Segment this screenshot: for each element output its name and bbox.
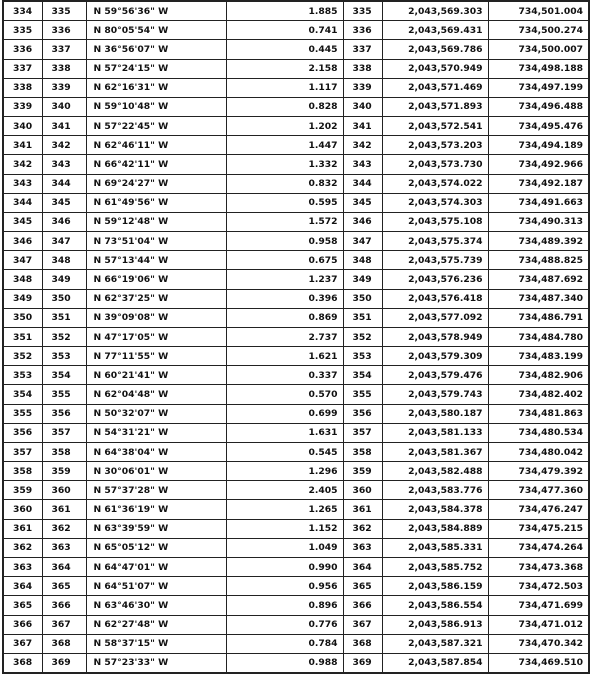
station-to-cell: 357	[42, 423, 86, 442]
vertex-cell: 337	[343, 40, 382, 59]
table-row	[3, 193, 589, 212]
vertex-cell: 342	[343, 136, 382, 155]
vertex-cell: 358	[343, 442, 382, 461]
station-from-cell: 342	[3, 155, 42, 174]
x-coordinate-cell: 734,489.392	[488, 232, 589, 251]
station-to-cell: 363	[42, 538, 86, 557]
y-coordinate-cell: 2,043,573.730	[382, 155, 488, 174]
vertex-cell: 359	[343, 462, 382, 481]
bearing-cell: N 59°56'36" W	[86, 1, 226, 21]
station-from-cell: 354	[3, 385, 42, 404]
vertex-cell: 347	[343, 232, 382, 251]
table-row	[3, 538, 589, 557]
vertex-cell: 360	[343, 481, 382, 500]
station-from-cell: 350	[3, 308, 42, 327]
table-row	[3, 308, 589, 327]
bearing-cell: N 60°21'41" W	[86, 366, 226, 385]
bearing-cell: N 57°23'33" W	[86, 653, 226, 673]
bearing-cell: N 62°27'48" W	[86, 615, 226, 634]
table-row	[3, 596, 589, 615]
table-body	[3, 1, 589, 673]
vertex-cell: 339	[343, 78, 382, 97]
table-row	[3, 615, 589, 634]
bearing-cell: N 64°47'01" W	[86, 557, 226, 576]
station-from-cell: 353	[3, 366, 42, 385]
bearing-cell: N 59°10'48" W	[86, 97, 226, 116]
distance-cell: 0.337	[226, 366, 343, 385]
station-from-cell: 339	[3, 97, 42, 116]
x-coordinate-cell: 734,483.199	[488, 347, 589, 366]
bearing-cell: N 57°24'15" W	[86, 59, 226, 78]
y-coordinate-cell: 2,043,584.378	[382, 500, 488, 519]
table-row	[3, 385, 589, 404]
station-to-cell: 344	[42, 174, 86, 193]
station-to-cell: 358	[42, 442, 86, 461]
bearing-cell: N 62°16'31" W	[86, 78, 226, 97]
bearing-cell: N 36°56'07" W	[86, 40, 226, 59]
vertex-cell: 363	[343, 538, 382, 557]
coordinate-table	[2, 0, 590, 674]
station-from-cell: 362	[3, 538, 42, 557]
x-coordinate-cell: 734,481.863	[488, 404, 589, 423]
table-row	[3, 557, 589, 576]
station-from-cell: 359	[3, 481, 42, 500]
x-coordinate-cell: 734,487.692	[488, 270, 589, 289]
station-from-cell: 367	[3, 634, 42, 653]
station-from-cell: 357	[3, 442, 42, 461]
station-to-cell: 345	[42, 193, 86, 212]
bearing-cell: N 77°11'55" W	[86, 347, 226, 366]
station-from-cell: 347	[3, 251, 42, 270]
distance-cell: 1.237	[226, 270, 343, 289]
vertex-cell: 344	[343, 174, 382, 193]
y-coordinate-cell: 2,043,575.108	[382, 212, 488, 231]
bearing-cell: N 30°06'01" W	[86, 462, 226, 481]
vertex-cell: 356	[343, 404, 382, 423]
distance-cell: 1.152	[226, 519, 343, 538]
station-to-cell: 352	[42, 327, 86, 346]
station-to-cell: 340	[42, 97, 86, 116]
station-to-cell: 348	[42, 251, 86, 270]
y-coordinate-cell: 2,043,575.374	[382, 232, 488, 251]
bearing-cell: N 62°46'11" W	[86, 136, 226, 155]
station-to-cell: 347	[42, 232, 86, 251]
x-coordinate-cell: 734,477.360	[488, 481, 589, 500]
vertex-cell: 368	[343, 634, 382, 653]
distance-cell: 1.265	[226, 500, 343, 519]
vertex-cell: 352	[343, 327, 382, 346]
y-coordinate-cell: 2,043,574.022	[382, 174, 488, 193]
vertex-cell: 349	[343, 270, 382, 289]
vertex-cell: 346	[343, 212, 382, 231]
station-to-cell: 338	[42, 59, 86, 78]
vertex-cell: 365	[343, 577, 382, 596]
station-to-cell: 361	[42, 500, 86, 519]
x-coordinate-cell: 734,497.199	[488, 78, 589, 97]
table-row	[3, 270, 589, 289]
x-coordinate-cell: 734,472.503	[488, 577, 589, 596]
x-coordinate-cell: 734,469.510	[488, 653, 589, 673]
table-row	[3, 21, 589, 40]
station-from-cell: 340	[3, 117, 42, 136]
x-coordinate-cell: 734,482.906	[488, 366, 589, 385]
station-from-cell: 337	[3, 59, 42, 78]
vertex-cell: 361	[343, 500, 382, 519]
station-from-cell: 338	[3, 78, 42, 97]
station-from-cell: 368	[3, 653, 42, 673]
distance-cell: 1.202	[226, 117, 343, 136]
y-coordinate-cell: 2,043,587.321	[382, 634, 488, 653]
x-coordinate-cell: 734,492.187	[488, 174, 589, 193]
table-row	[3, 232, 589, 251]
x-coordinate-cell: 734,486.791	[488, 308, 589, 327]
station-from-cell: 335	[3, 21, 42, 40]
station-from-cell: 363	[3, 557, 42, 576]
distance-cell: 0.699	[226, 404, 343, 423]
table-row	[3, 347, 589, 366]
vertex-cell: 353	[343, 347, 382, 366]
y-coordinate-cell: 2,043,570.949	[382, 59, 488, 78]
vertex-cell: 366	[343, 596, 382, 615]
vertex-cell: 341	[343, 117, 382, 136]
station-from-cell: 358	[3, 462, 42, 481]
station-to-cell: 342	[42, 136, 86, 155]
station-to-cell: 367	[42, 615, 86, 634]
x-coordinate-cell: 734,500.274	[488, 21, 589, 40]
y-coordinate-cell: 2,043,569.786	[382, 40, 488, 59]
bearing-cell: N 66°42'11" W	[86, 155, 226, 174]
y-coordinate-cell: 2,043,571.893	[382, 97, 488, 116]
table-row	[3, 59, 589, 78]
x-coordinate-cell: 734,498.188	[488, 59, 589, 78]
station-to-cell: 343	[42, 155, 86, 174]
station-to-cell: 366	[42, 596, 86, 615]
station-to-cell: 359	[42, 462, 86, 481]
vertex-cell: 348	[343, 251, 382, 270]
station-from-cell: 344	[3, 193, 42, 212]
bearing-cell: N 61°36'19" W	[86, 500, 226, 519]
station-to-cell: 335	[42, 1, 86, 21]
station-to-cell: 368	[42, 634, 86, 653]
vertex-cell: 357	[343, 423, 382, 442]
y-coordinate-cell: 2,043,574.303	[382, 193, 488, 212]
bearing-cell: N 62°04'48" W	[86, 385, 226, 404]
coordinate-table-container	[2, 0, 590, 674]
y-coordinate-cell: 2,043,583.776	[382, 481, 488, 500]
vertex-cell: 345	[343, 193, 382, 212]
y-coordinate-cell: 2,043,580.187	[382, 404, 488, 423]
y-coordinate-cell: 2,043,569.431	[382, 21, 488, 40]
bearing-cell: N 64°51'07" W	[86, 577, 226, 596]
station-to-cell: 351	[42, 308, 86, 327]
y-coordinate-cell: 2,043,579.309	[382, 347, 488, 366]
x-coordinate-cell: 734,492.966	[488, 155, 589, 174]
x-coordinate-cell: 734,501.004	[488, 1, 589, 21]
table-row	[3, 404, 589, 423]
table-row	[3, 212, 589, 231]
distance-cell: 1.332	[226, 155, 343, 174]
distance-cell: 0.445	[226, 40, 343, 59]
station-to-cell: 350	[42, 289, 86, 308]
vertex-cell: 335	[343, 1, 382, 21]
x-coordinate-cell: 734,470.342	[488, 634, 589, 653]
station-from-cell: 366	[3, 615, 42, 634]
distance-cell: 0.545	[226, 442, 343, 461]
distance-cell: 0.896	[226, 596, 343, 615]
x-coordinate-cell: 734,496.488	[488, 97, 589, 116]
station-from-cell: 348	[3, 270, 42, 289]
station-from-cell: 334	[3, 1, 42, 21]
bearing-cell: N 39°09'08" W	[86, 308, 226, 327]
x-coordinate-cell: 734,491.663	[488, 193, 589, 212]
distance-cell: 0.741	[226, 21, 343, 40]
table-row	[3, 327, 589, 346]
x-coordinate-cell: 734,482.402	[488, 385, 589, 404]
vertex-cell: 351	[343, 308, 382, 327]
station-to-cell: 355	[42, 385, 86, 404]
x-coordinate-cell: 734,471.012	[488, 615, 589, 634]
bearing-cell: N 65°05'12" W	[86, 538, 226, 557]
bearing-cell: N 58°37'15" W	[86, 634, 226, 653]
station-from-cell: 346	[3, 232, 42, 251]
table-row	[3, 481, 589, 500]
distance-cell: 0.828	[226, 97, 343, 116]
distance-cell: 0.832	[226, 174, 343, 193]
vertex-cell: 350	[343, 289, 382, 308]
y-coordinate-cell: 2,043,579.476	[382, 366, 488, 385]
y-coordinate-cell: 2,043,577.092	[382, 308, 488, 327]
station-to-cell: 336	[42, 21, 86, 40]
x-coordinate-cell: 734,471.699	[488, 596, 589, 615]
table-row	[3, 462, 589, 481]
vertex-cell: 354	[343, 366, 382, 385]
vertex-cell: 355	[343, 385, 382, 404]
table-row	[3, 40, 589, 59]
distance-cell: 0.595	[226, 193, 343, 212]
x-coordinate-cell: 734,490.313	[488, 212, 589, 231]
y-coordinate-cell: 2,043,584.889	[382, 519, 488, 538]
station-to-cell: 353	[42, 347, 86, 366]
x-coordinate-cell: 734,488.825	[488, 251, 589, 270]
distance-cell: 0.958	[226, 232, 343, 251]
distance-cell: 0.776	[226, 615, 343, 634]
station-to-cell: 365	[42, 577, 86, 596]
bearing-cell: N 63°39'59" W	[86, 519, 226, 538]
distance-cell: 0.784	[226, 634, 343, 653]
station-to-cell: 362	[42, 519, 86, 538]
distance-cell: 0.990	[226, 557, 343, 576]
distance-cell: 1.049	[226, 538, 343, 557]
distance-cell: 2.158	[226, 59, 343, 78]
table-row	[3, 1, 589, 21]
bearing-cell: N 62°37'25" W	[86, 289, 226, 308]
y-coordinate-cell: 2,043,586.159	[382, 577, 488, 596]
bearing-cell: N 63°46'30" W	[86, 596, 226, 615]
table-row	[3, 155, 589, 174]
distance-cell: 1.885	[226, 1, 343, 21]
x-coordinate-cell: 734,495.476	[488, 117, 589, 136]
table-row	[3, 519, 589, 538]
distance-cell: 0.570	[226, 385, 343, 404]
station-from-cell: 355	[3, 404, 42, 423]
station-from-cell: 356	[3, 423, 42, 442]
station-from-cell: 341	[3, 136, 42, 155]
y-coordinate-cell: 2,043,585.331	[382, 538, 488, 557]
y-coordinate-cell: 2,043,576.418	[382, 289, 488, 308]
y-coordinate-cell: 2,043,578.949	[382, 327, 488, 346]
vertex-cell: 340	[343, 97, 382, 116]
station-to-cell: 339	[42, 78, 86, 97]
distance-cell: 2.405	[226, 481, 343, 500]
distance-cell: 0.988	[226, 653, 343, 673]
distance-cell: 2.737	[226, 327, 343, 346]
table-row	[3, 634, 589, 653]
table-row	[3, 442, 589, 461]
table-row	[3, 97, 589, 116]
x-coordinate-cell: 734,473.368	[488, 557, 589, 576]
x-coordinate-cell: 734,494.189	[488, 136, 589, 155]
station-to-cell: 360	[42, 481, 86, 500]
table-row	[3, 117, 589, 136]
bearing-cell: N 57°37'28" W	[86, 481, 226, 500]
bearing-cell: N 73°51'04" W	[86, 232, 226, 251]
x-coordinate-cell: 734,475.215	[488, 519, 589, 538]
table-row	[3, 78, 589, 97]
station-from-cell: 343	[3, 174, 42, 193]
distance-cell: 1.117	[226, 78, 343, 97]
x-coordinate-cell: 734,480.042	[488, 442, 589, 461]
bearing-cell: N 64°38'04" W	[86, 442, 226, 461]
distance-cell: 1.447	[226, 136, 343, 155]
x-coordinate-cell: 734,480.534	[488, 423, 589, 442]
bearing-cell: N 66°19'06" W	[86, 270, 226, 289]
table-row	[3, 366, 589, 385]
bearing-cell: N 69°24'27" W	[86, 174, 226, 193]
station-to-cell: 349	[42, 270, 86, 289]
station-to-cell: 356	[42, 404, 86, 423]
bearing-cell: N 61°49'56" W	[86, 193, 226, 212]
y-coordinate-cell: 2,043,587.854	[382, 653, 488, 673]
vertex-cell: 362	[343, 519, 382, 538]
table-row	[3, 174, 589, 193]
station-to-cell: 364	[42, 557, 86, 576]
y-coordinate-cell: 2,043,581.133	[382, 423, 488, 442]
bearing-cell: N 57°13'44" W	[86, 251, 226, 270]
y-coordinate-cell: 2,043,582.488	[382, 462, 488, 481]
table-row	[3, 577, 589, 596]
distance-cell: 1.621	[226, 347, 343, 366]
bearing-cell: N 57°22'45" W	[86, 117, 226, 136]
distance-cell: 0.675	[226, 251, 343, 270]
x-coordinate-cell: 734,474.264	[488, 538, 589, 557]
station-to-cell: 346	[42, 212, 86, 231]
station-from-cell: 365	[3, 596, 42, 615]
x-coordinate-cell: 734,479.392	[488, 462, 589, 481]
vertex-cell: 369	[343, 653, 382, 673]
distance-cell: 1.296	[226, 462, 343, 481]
station-to-cell: 337	[42, 40, 86, 59]
station-to-cell: 354	[42, 366, 86, 385]
table-row	[3, 423, 589, 442]
table-row	[3, 251, 589, 270]
station-from-cell: 352	[3, 347, 42, 366]
bearing-cell: N 47°17'05" W	[86, 327, 226, 346]
y-coordinate-cell: 2,043,573.203	[382, 136, 488, 155]
bearing-cell: N 54°31'21" W	[86, 423, 226, 442]
y-coordinate-cell: 2,043,586.554	[382, 596, 488, 615]
vertex-cell: 338	[343, 59, 382, 78]
station-from-cell: 364	[3, 577, 42, 596]
x-coordinate-cell: 734,487.340	[488, 289, 589, 308]
y-coordinate-cell: 2,043,586.913	[382, 615, 488, 634]
station-from-cell: 361	[3, 519, 42, 538]
vertex-cell: 367	[343, 615, 382, 634]
x-coordinate-cell: 734,500.007	[488, 40, 589, 59]
bearing-cell: N 50°32'07" W	[86, 404, 226, 423]
y-coordinate-cell: 2,043,571.469	[382, 78, 488, 97]
vertex-cell: 336	[343, 21, 382, 40]
station-from-cell: 336	[3, 40, 42, 59]
distance-cell: 0.956	[226, 577, 343, 596]
x-coordinate-cell: 734,484.780	[488, 327, 589, 346]
table-row	[3, 500, 589, 519]
y-coordinate-cell: 2,043,581.367	[382, 442, 488, 461]
station-from-cell: 360	[3, 500, 42, 519]
y-coordinate-cell: 2,043,572.541	[382, 117, 488, 136]
vertex-cell: 343	[343, 155, 382, 174]
table-row	[3, 136, 589, 155]
distance-cell: 1.631	[226, 423, 343, 442]
station-from-cell: 345	[3, 212, 42, 231]
y-coordinate-cell: 2,043,585.752	[382, 557, 488, 576]
station-to-cell: 341	[42, 117, 86, 136]
station-to-cell: 369	[42, 653, 86, 673]
y-coordinate-cell: 2,043,575.739	[382, 251, 488, 270]
bearing-cell: N 59°12'48" W	[86, 212, 226, 231]
distance-cell: 1.572	[226, 212, 343, 231]
table-row	[3, 653, 589, 673]
table-row	[3, 289, 589, 308]
y-coordinate-cell: 2,043,569.303	[382, 1, 488, 21]
distance-cell: 0.396	[226, 289, 343, 308]
y-coordinate-cell: 2,043,579.743	[382, 385, 488, 404]
bearing-cell: N 80°05'54" W	[86, 21, 226, 40]
y-coordinate-cell: 2,043,576.236	[382, 270, 488, 289]
distance-cell: 0.869	[226, 308, 343, 327]
vertex-cell: 364	[343, 557, 382, 576]
station-from-cell: 349	[3, 289, 42, 308]
x-coordinate-cell: 734,476.247	[488, 500, 589, 519]
station-from-cell: 351	[3, 327, 42, 346]
